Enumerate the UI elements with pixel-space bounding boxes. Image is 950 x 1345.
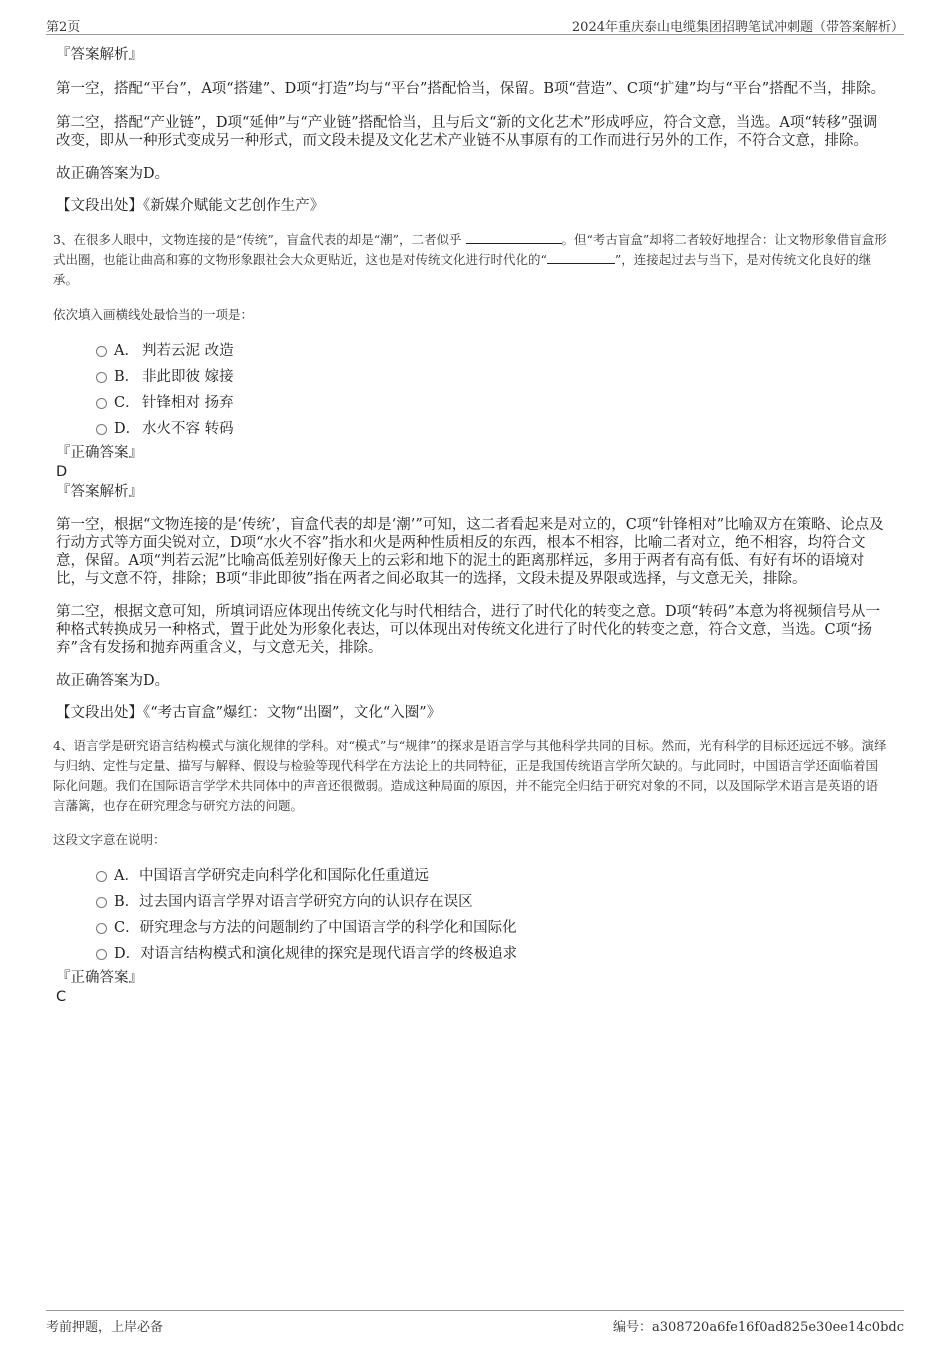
q4-option-c[interactable]: C．研究理念与方法的问题制约了中国语言学的科学化和国际化 bbox=[96, 915, 890, 941]
q2-conclusion: 故正确答案为D。 bbox=[56, 166, 170, 182]
q4-answer: C bbox=[56, 989, 67, 1005]
q3-options bbox=[96, 338, 890, 442]
q3-blank-1 bbox=[466, 231, 562, 244]
q3-option-b[interactable]: B． 非此即彼 嫁接 bbox=[96, 364, 890, 390]
page-footer bbox=[46, 1310, 904, 1335]
radio-icon[interactable] bbox=[96, 923, 107, 934]
q2-analysis-p1: 第一空，搭配“平台”，A项“搭建”、D项“打造”均与“平台”搭配恰当，保留。B项“营造”、C项“扩建”均与“平台”搭配不当，排除。 bbox=[56, 81, 886, 97]
q3-source: 【文段出处】《“考古盲盒”爆红：文物“出圈”，文化“入圈”》 bbox=[56, 705, 442, 721]
radio-icon[interactable] bbox=[96, 346, 107, 357]
q3-option-a[interactable]: A． 判若云泥 改造 bbox=[96, 338, 890, 364]
radio-icon[interactable] bbox=[96, 949, 107, 960]
q4-option-d[interactable]: D．对语言结构模式和演化规律的探究是现代语言学的终极追求 bbox=[96, 941, 890, 967]
page-number: 第2页 bbox=[46, 20, 81, 35]
q3-blank-2 bbox=[547, 251, 615, 264]
q3-prompt: 依次填入画横线处最恰当的一项是： bbox=[53, 307, 254, 322]
q4-option-b[interactable]: B．过去国内语言学界对语言学研究方向的认识存在误区 bbox=[96, 889, 890, 915]
radio-icon[interactable] bbox=[96, 897, 107, 908]
q3-question-text: 3、在很多人眼中，文物连接的是“传统”，盲盒代表的却是“潮”，二者似乎 。但“考古盲盒”却将二者较好地捏合：让文物形象借盲盒形式出圈，也能让曲高和寡的文物形象跟社会大众更贴近，这也是对传统文化进行时代化的“ ”，连接起过去与当下，是对传统文化良好的继承。 bbox=[53, 232, 887, 287]
page-content bbox=[53, 46, 890, 1006]
q3-option-c[interactable]: C． 针锋相对 扬弃 bbox=[96, 390, 890, 416]
q4-prompt: 这段文字意在说明： bbox=[53, 832, 166, 847]
q3-answer-label: 『正确答案』 bbox=[56, 445, 143, 461]
footer-slogan: 考前押题，上岸必备 bbox=[46, 1320, 164, 1335]
page-header bbox=[46, 14, 904, 35]
radio-icon[interactable] bbox=[96, 398, 107, 409]
footer-code: 编号：a308720a6fe16f0ad825e30ee14c0bdc bbox=[612, 1320, 904, 1335]
q2-analysis-label: 『答案解析』 bbox=[56, 47, 143, 63]
radio-icon[interactable] bbox=[96, 424, 107, 435]
q3-analysis-p1: 第一空，根据“文物连接的是‘传统’，盲盒代表的却是‘潮’”可知，这二者看起来是对立的，C项“针锋相对”比喻双方在策略、论点及行动方式等方面尖锐对立，D项“水火不容”指水和火是两种性质相反的东西，根本不相容，比喻二者对立，绝不相容，均符合文意，保留。A项“判若云泥”比喻高低差别好像天上的云彩和地下的泥土的距离那样远，多用于两者有高有低、有好有坏的语境对比，与文意不符，排除；B项“非此即彼”指在两者之间必取其一的选择，文段未提及界限或选择，与文意无关，排除。 bbox=[56, 517, 884, 587]
q3-conclusion: 故正确答案为D。 bbox=[56, 673, 170, 689]
document-title: 2024年重庆泰山电缆集团招聘笔试冲刺题（带答案解析） bbox=[571, 20, 904, 35]
q4-answer-label: 『正确答案』 bbox=[56, 970, 143, 986]
q4-question-text: 4、语言学是研究语言结构模式与演化规律的学科。对“模式”与“规律”的探求是语言学与其他科学共同的目标。然而，光有科学的目标还远远不够。演绎与归纳、定性与定量、描写与解释、假设与检验等现代科学在方法论上的共同特征，正是我国传统语言学所欠缺的。与此同时，中国语言学还面临着国际化问题。我们在国际语言学学术共同体中的声音还很微弱。造成这种局面的原因，并不能完全归结于研究对象的不同，以及国际学术语言是英语的语言藩篱，也存在研究理念与研究方法的问题。 bbox=[53, 738, 887, 813]
radio-icon[interactable] bbox=[96, 871, 107, 882]
q3-answer: D bbox=[56, 464, 68, 480]
radio-icon[interactable] bbox=[96, 372, 107, 383]
q3-analysis-p2: 第二空，根据文意可知，所填词语应体现出传统文化与时代相结合，进行了时代化的转变之意。D项“转码”本意为将视频信号从一种格式转换成另一种格式，置于此处为形象化表达，可以体现出对传统文化进行了时代化的转变之意，符合文意，当选。C项“扬弃”含有发扬和抛弃两重含义，与文意无关，排除。 bbox=[56, 604, 880, 656]
q2-source: 【文段出处】《新媒介赋能文艺创作生产》 bbox=[56, 198, 325, 214]
q2-analysis-p2: 第二空，搭配“产业链”，D项“延伸”与“产业链”搭配恰当，且与后文“新的文化艺术”形成呼应，符合文意，当选。A项“转移”强调改变，即从一种形式变成另一种形式，而文段未提及文化艺术产业链不从事原有的工作而进行另外的工作，不符合文意，排除。 bbox=[56, 115, 878, 149]
q3-analysis-label: 『答案解析』 bbox=[56, 484, 143, 500]
q4-options bbox=[96, 863, 890, 967]
q4-option-a[interactable]: A．中国语言学研究走向科学化和国际化任重道远 bbox=[96, 863, 890, 889]
q3-option-d[interactable]: D． 水火不容 转码 bbox=[96, 416, 890, 442]
